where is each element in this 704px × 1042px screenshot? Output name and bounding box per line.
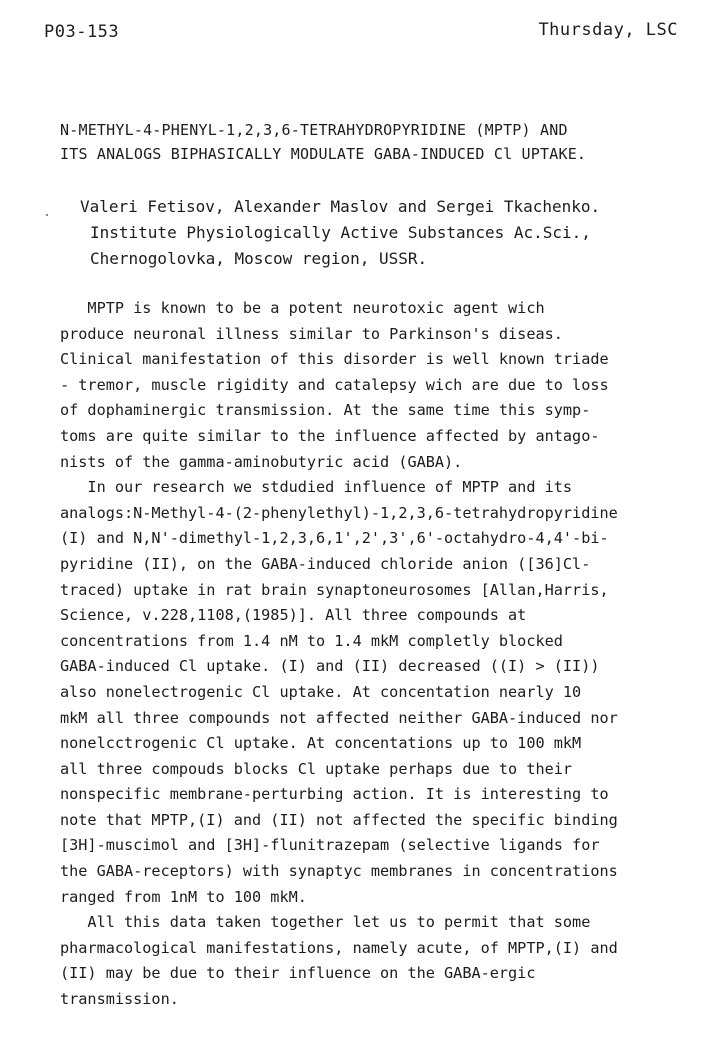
text-line: mkM all three compounds not affected neither GABA-induced nor [60,708,618,727]
text-line: concentrations from 1.4 nM to 1.4 mkM completly blocked [60,631,563,650]
text-line: pyridine (II), on the GABA-induced chloride anion ([36]Cl- [60,554,591,573]
paragraph-conclusion [60,910,700,1012]
session-label: Thursday, LSC [538,20,678,40]
text-line: toms are quite similar to the influence affected by antago- [60,426,600,445]
scan-speck [46,214,48,216]
text-line: nonspecific membrane-perturbing action. It is interesting to [60,785,609,804]
text-line: the GABA-receptors) with synaptyc membranes in concentrations [60,862,618,881]
affiliation [90,220,591,272]
text-line: of dophaminergic transmission. At the same time this symp- [60,401,591,420]
text-line: pharmacological manifestations, namely acute, of MPTP,(I) and [60,938,618,957]
paragraph-intro [60,296,700,475]
text-line: Science, v.228,1108,(1985)]. All three compounds at [60,606,527,625]
text-line: [3H]-muscimol and [3H]-flunitrazepam (selective ligands for [60,836,600,855]
affiliation-line: Chernogolovka, Moscow region, USSR. [90,249,428,268]
text-line: analogs:N-Methyl-4-(2-phenylethyl)-1,2,3,6-tetrahydropyridine [60,503,618,522]
text-line: produce neuronal illness similar to Parkinson's diseas. [60,324,563,343]
text-line: traced) uptake in rat brain synaptoneurosomes [Allan,Harris, [60,580,609,599]
affiliation-line: Institute Physiologically Active Substances Ac.Sci., [90,223,591,242]
text-line: note that MPTP,(I) and (II) not affected the specific binding [60,810,618,829]
text-line: nonelcctrogenic Cl uptake. At concentations up to 100 mkM [60,734,582,753]
text-line: GABA-induced Cl uptake. (I) and (II) decreased ((I) > (II)) [60,657,600,676]
abstract-title [60,118,690,166]
text-line: (I) and N,N'-dimethyl-1,2,3,6,1',2',3',6'-octahydro-4,4'-bi- [60,529,609,548]
text-line: all three compouds blocks Cl uptake perhaps due to their [60,759,573,778]
text-line: - tremor, muscle rigidity and catalepsy wich are due to loss [60,375,609,394]
text-line: ranged from 1nM to 100 mkM. [60,887,307,906]
text-line: MPTP is known to be a potent neurotoxic agent wich [60,299,545,317]
abstract-id: P03-153 [44,22,120,42]
text-line: (II) may be due to their influence on the GABA-ergic [60,964,536,983]
author-list: Valeri Fetisov, Alexander Maslov and Sergei Tkachenko. [80,197,601,216]
title-line: N-METHYL-4-PHENYL-1,2,3,6-TETRAHYDROPYRIDINE (MPTP) AND [60,121,568,139]
text-line: nists of the gamma-aminobutyric acid (GABA). [60,452,463,471]
text-line: transmission. [60,990,179,1009]
text-line: In our research we stdudied influence of MPTP and its [60,478,573,497]
abstract-body [60,296,700,1013]
text-line: All this data taken together let us to permit that some [60,913,591,932]
title-line: ITS ANALOGS BIPHASICALLY MODULATE GABA-INDUCED Cl UPTAKE. [60,145,587,163]
text-line: also nonelectrogenic Cl uptake. At concentation nearly 10 [60,682,582,701]
paragraph-research [60,475,700,910]
text-line: Clinical manifestation of this disorder is well known triade [60,350,609,369]
